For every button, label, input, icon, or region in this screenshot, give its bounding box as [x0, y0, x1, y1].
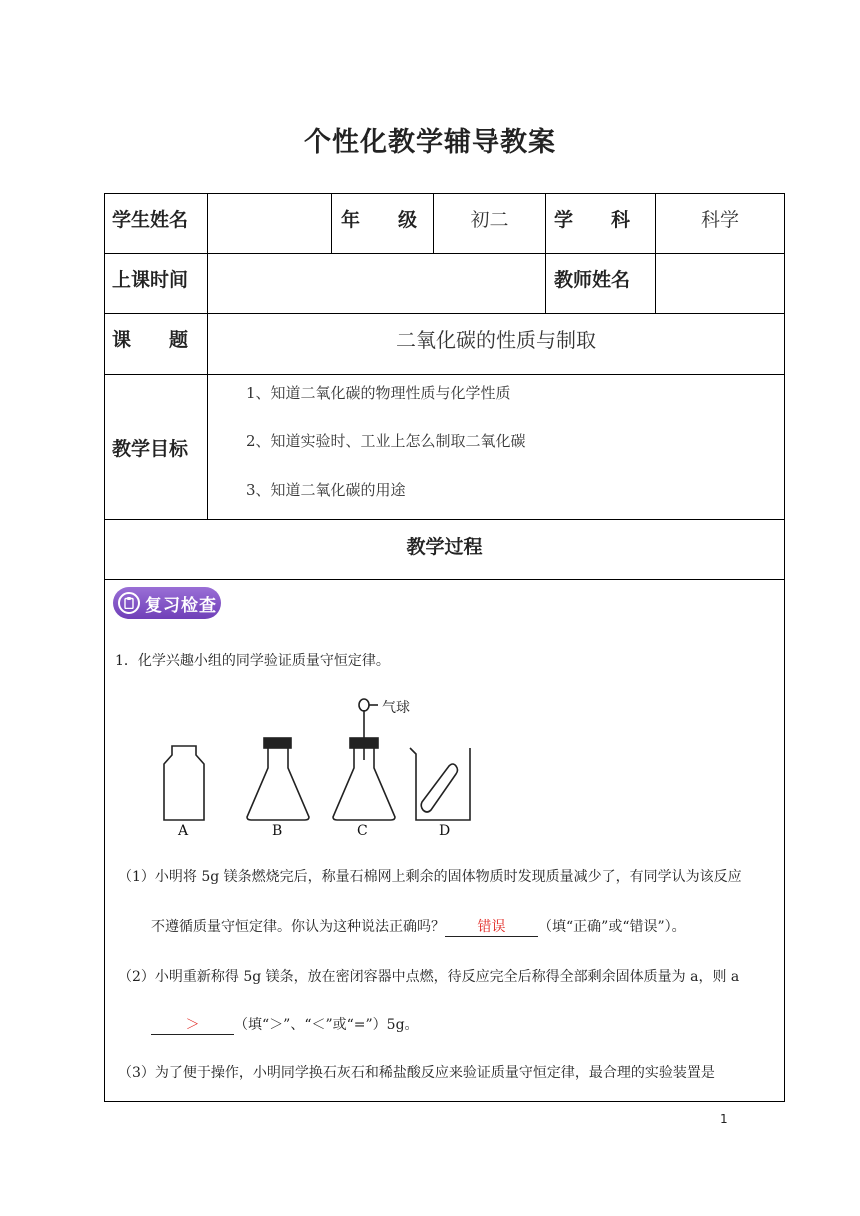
- teacher-name-label: 教师姓名: [554, 268, 631, 291]
- subject-value: 科学: [700, 208, 739, 231]
- answer-blank-2: ＞: [151, 1017, 234, 1035]
- sub-question-2-line1: （2）小明重新称得 5g 镁条，放在密闭容器中点燃，待反应完全后称得全部剩余固体质量为 a，则 a: [118, 969, 740, 985]
- page-title: 个性化教学辅导教案: [304, 127, 556, 158]
- page-number: 1: [720, 1112, 728, 1126]
- figure-label-c: C: [357, 823, 368, 839]
- grade-label: 年 级: [341, 208, 418, 231]
- flask-c: [333, 699, 395, 820]
- class-time-label: 上课时间: [112, 268, 189, 291]
- sub-question-1-line2: 不遵循质量守恒定律。你认为这种说法正确吗？ 错误 （填“正确”或“错误”）。: [151, 919, 686, 935]
- clipboard-icon: [118, 592, 140, 614]
- teacher-name-value: [656, 254, 784, 313]
- student-name-value: [208, 193, 331, 253]
- flask-b: [247, 738, 309, 820]
- beaker-d: [410, 748, 470, 820]
- objective-item: 2、知道实验时、工业上怎么制取二氧化碳: [246, 432, 526, 450]
- figure-label-d: D: [439, 823, 451, 839]
- topic-value: 二氧化碳的性质与制取: [396, 327, 596, 352]
- figure-label-b: B: [272, 823, 283, 839]
- process-heading: 教学过程: [406, 535, 483, 558]
- grade-value: 初二: [470, 208, 509, 231]
- question-stem: 1．化学兴趣小组的同学验证质量守恒定律。: [115, 653, 390, 669]
- class-time-value: [208, 254, 545, 313]
- review-badge-label: 复习检查: [145, 595, 217, 616]
- student-name-label: 学生姓名: [112, 208, 189, 231]
- sub-question-2-line2: ＞ （填“＞”、“＜”或“=”）5g。: [151, 1014, 419, 1035]
- objective-item: 3、知道二氧化碳的用途: [246, 481, 406, 499]
- objective-item: 1、知道二氧化碳的物理性质与化学性质: [246, 384, 511, 402]
- review-badge: [113, 587, 221, 619]
- balloon-label: 气球: [382, 700, 410, 716]
- apparatus-figure: [150, 690, 480, 840]
- sub-question-3-line1: （3）为了便于操作，小明同学换石灰石和稀盐酸反应来验证质量守恒定律，最合理的实验装置是: [118, 1065, 715, 1081]
- sub-question-1-line1: （1）小明将 5g 镁条燃烧完后，称量石棉网上剩余的固体物质时发现质量减少了，有同学认为该反应: [118, 869, 742, 885]
- objectives-label: 教学目标: [112, 437, 189, 460]
- subject-label: 学 科: [554, 208, 631, 231]
- answer-blank-1: 错误: [445, 919, 538, 937]
- bottle-a: [164, 746, 204, 820]
- topic-label: 课 题: [112, 328, 189, 351]
- figure-label-a: A: [178, 823, 189, 839]
